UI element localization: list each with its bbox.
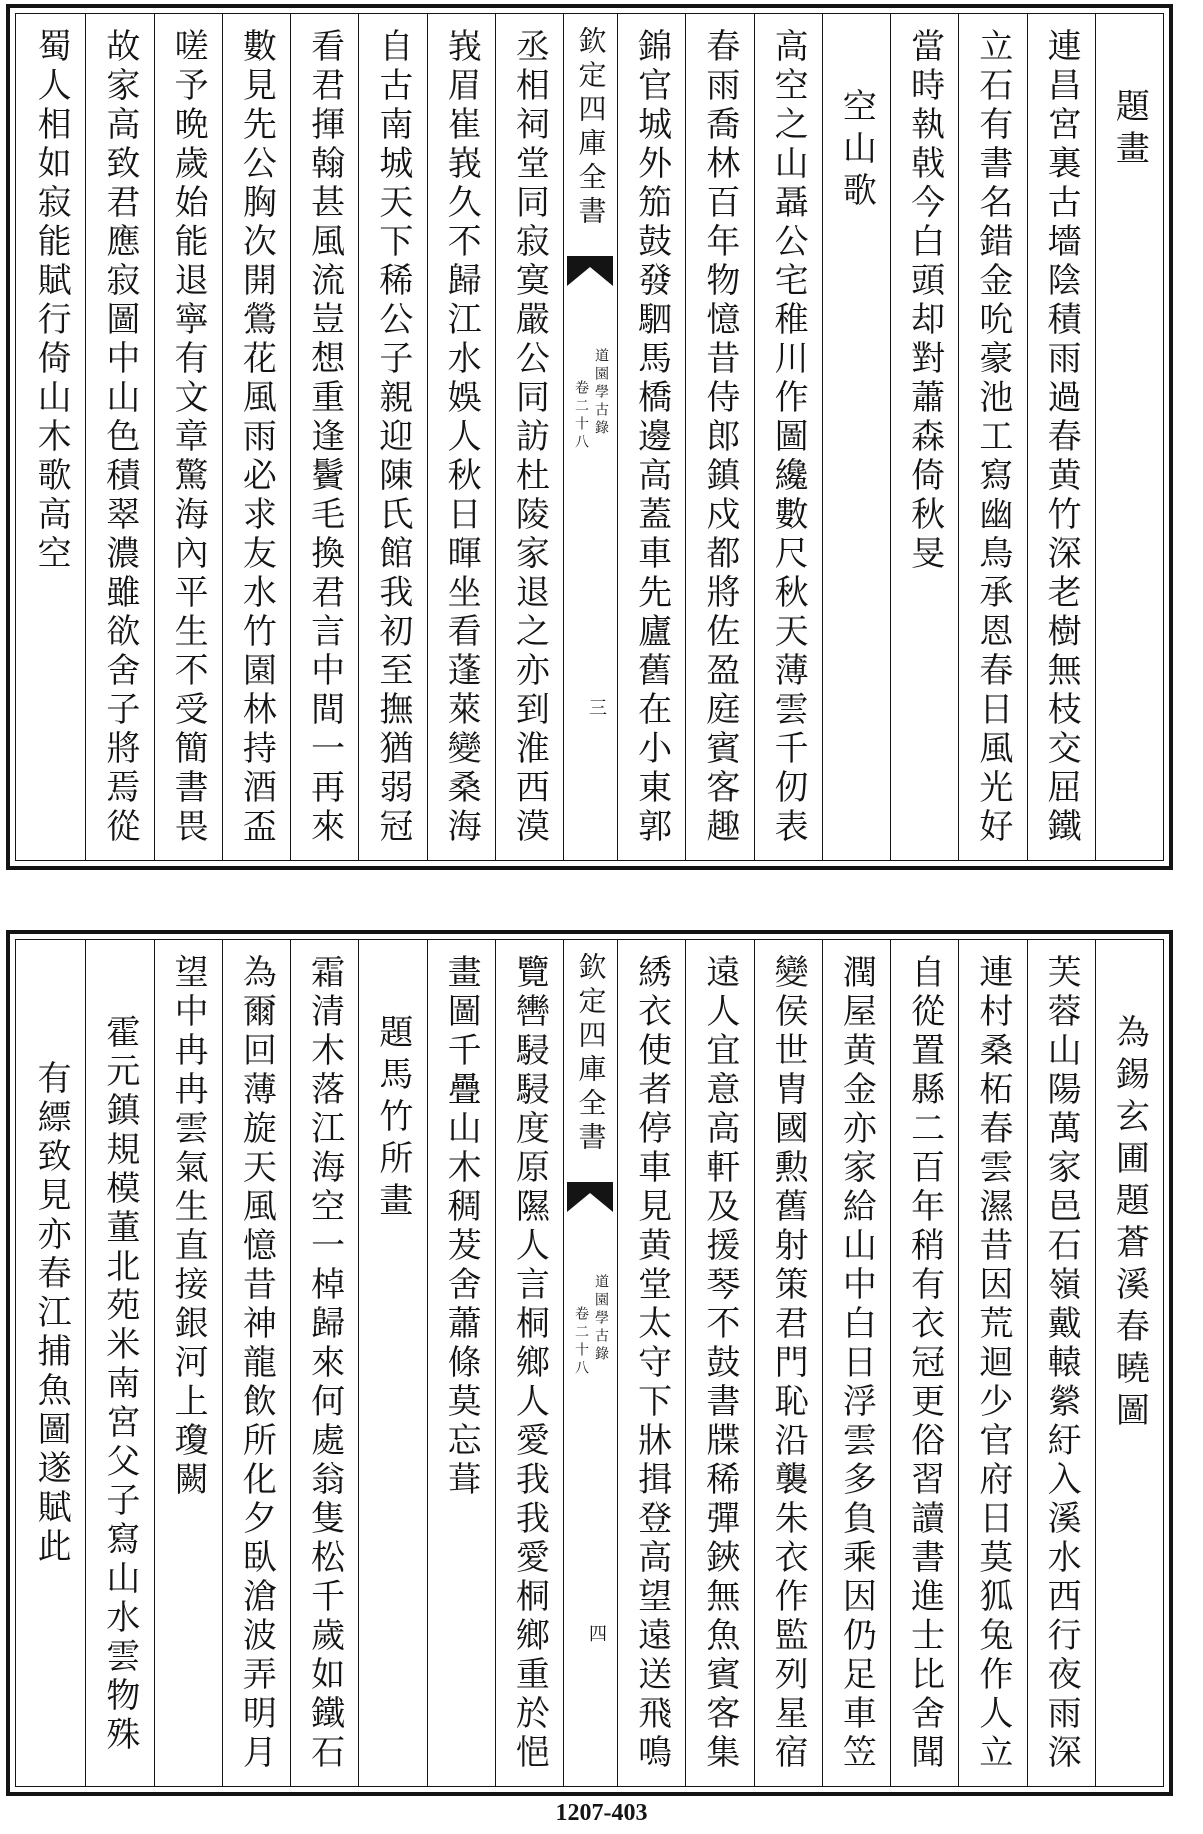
column-text: 畫圖千疊山木稠茇舍蕭條莫忘葺 [441,954,482,1500]
text-column [890,14,958,860]
text-column [958,940,1026,1786]
title-column [1095,14,1163,860]
column-text: 錦官城外笳鼓發駟馬橋邊高蓋車先廬舊在小東郭 [631,28,672,847]
column-text: 變侯世胄國勲舊射策君門恥沿襲朱衣作監列星宿 [768,954,809,1773]
fishtail-mark-icon [567,1182,613,1212]
column-text: 看君揮翰甚風流豈想重逢鬢毛換君言中間一再來 [304,28,345,847]
text-column [427,940,495,1786]
column-text: 當時執戟今白頭却對蕭森倚秋旻 [904,28,945,574]
column-text: 立石有書名錯金吮豪池工寫幽鳥承恩春日風光好 [972,28,1013,847]
title-column [822,14,890,860]
text-column [290,14,358,860]
text-column [754,940,822,1786]
text-column [1027,940,1095,1786]
text-column [17,14,85,860]
poem-title: 題畫 [1109,88,1150,172]
leaf-number: 三 [586,698,607,716]
column-text: 故家高致君應寂圖中山色積翠濃雖欲舍子將焉從 [99,28,140,847]
column-text: 遠人宜意高軒及援琴不鼓書牒稀彈鋏無魚賓客集 [699,954,740,1773]
column-text: 霍元鎮規模董北苑米南宮父子寫山水雲物殊 [99,1014,140,1755]
column-text: 連村桑柘春雲濕昔因荒迴少官府日莫狐兔作人立 [972,954,1013,1773]
poem-title: 為錫玄圃題蒼溪春曉圖 [1109,1014,1150,1434]
column-text: 高空之山聶公宅稚川作圖纔數尺秋天薄雲千仞表 [768,28,809,847]
text-column [427,14,495,860]
text-column [85,14,153,860]
page-panel-lower [6,930,1173,1796]
poem-title: 空山歌 [836,88,877,214]
title-column [1095,940,1163,1786]
text-column [754,14,822,860]
work-title: 道園學古錄 [593,348,609,438]
column-text: 霜清木落江海空一棹歸來何處翁隻松千歲如鐵石 [304,954,345,1773]
column-text: 芙蓉山陽萬家邑石嶺戴轅縈紆入溪水西行夜雨深 [1041,954,1082,1773]
text-column [685,940,753,1786]
column-text: 自古南城天下稀公子親迎陳氏館我初至撫猶弱冠 [372,28,413,847]
text-column [617,940,685,1786]
column-text: 為爾回薄旋天風憶昔神龍飲所化夕臥滄波弄明月 [236,954,277,1773]
text-column [617,14,685,860]
text-column [154,14,222,860]
text-column [958,14,1026,860]
poem-title: 題馬竹所畫 [372,1014,413,1224]
page-frame [15,939,1164,1787]
column-text: 數見先公胸次開鶯花風雨必求友水竹園林持酒盃 [236,28,277,847]
column-text: 自從置縣二百年稍有衣冠更俗習讀書進士比舍聞 [904,954,945,1773]
text-column [495,14,563,860]
work-title: 道園學古錄 [593,1274,609,1364]
text-column [290,940,358,1786]
page-frame [15,13,1164,861]
text-column [495,940,563,1786]
column-text: 嗟予晩歲始能退寧有文章驚海內平生不受簡書畏 [168,28,209,847]
text-column [154,940,222,1786]
collection-title: 欽定四庫全書 [574,952,608,1156]
fold-column [563,14,617,860]
text-column [1027,14,1095,860]
column-text: 潤屋黄金亦家給山中白日浮雲多負乘因仍足車笠 [836,954,877,1773]
preface-column [85,940,153,1786]
title-column [358,940,426,1786]
collection-title: 欽定四庫全書 [574,26,608,230]
column-text: 春雨喬林百年物憶昔侍郎鎮戍都將佐盈庭賓客趣 [699,28,740,847]
text-column [222,14,290,860]
column-text: 望中冉冉雲氣生直接銀河上瓊闕 [168,954,209,1500]
text-column [222,940,290,1786]
preface-column [17,940,85,1786]
page-footer-number: 1207-403 [555,1800,648,1826]
volume-label: 卷二十八 [573,380,589,452]
volume-label: 卷二十八 [573,1306,589,1378]
page-panel-upper [6,4,1173,870]
text-column [890,940,958,1786]
fold-column [563,940,617,1786]
column-text: 峩眉崔峩久不歸江水娛人秋日暉坐看蓬萊變桑海 [441,28,482,847]
column-text: 連昌宮裏古墻陰積雨過春黄竹深老樹無枝交屈鐵 [1041,28,1082,847]
fishtail-mark-icon [567,256,613,286]
column-text: 丞相祠堂同寂寞嚴公同訪杜陵家退之亦到淮西漠 [509,28,550,847]
column-text: 覽轡駸駸度原隰人言桐鄉人愛我我愛桐鄉重於悒 [509,954,550,1773]
column-text: 蜀人相如寂能賦行倚山木歌高空 [31,28,72,574]
text-column [822,940,890,1786]
leaf-number: 四 [586,1624,607,1642]
column-text: 有縹致見亦春江捕魚圖遂賦此 [31,1060,72,1567]
column-text: 綉衣使者停車見黄堂太守下牀揖登高望遠送飛鳴 [631,954,672,1773]
text-column [358,14,426,860]
text-column [685,14,753,860]
